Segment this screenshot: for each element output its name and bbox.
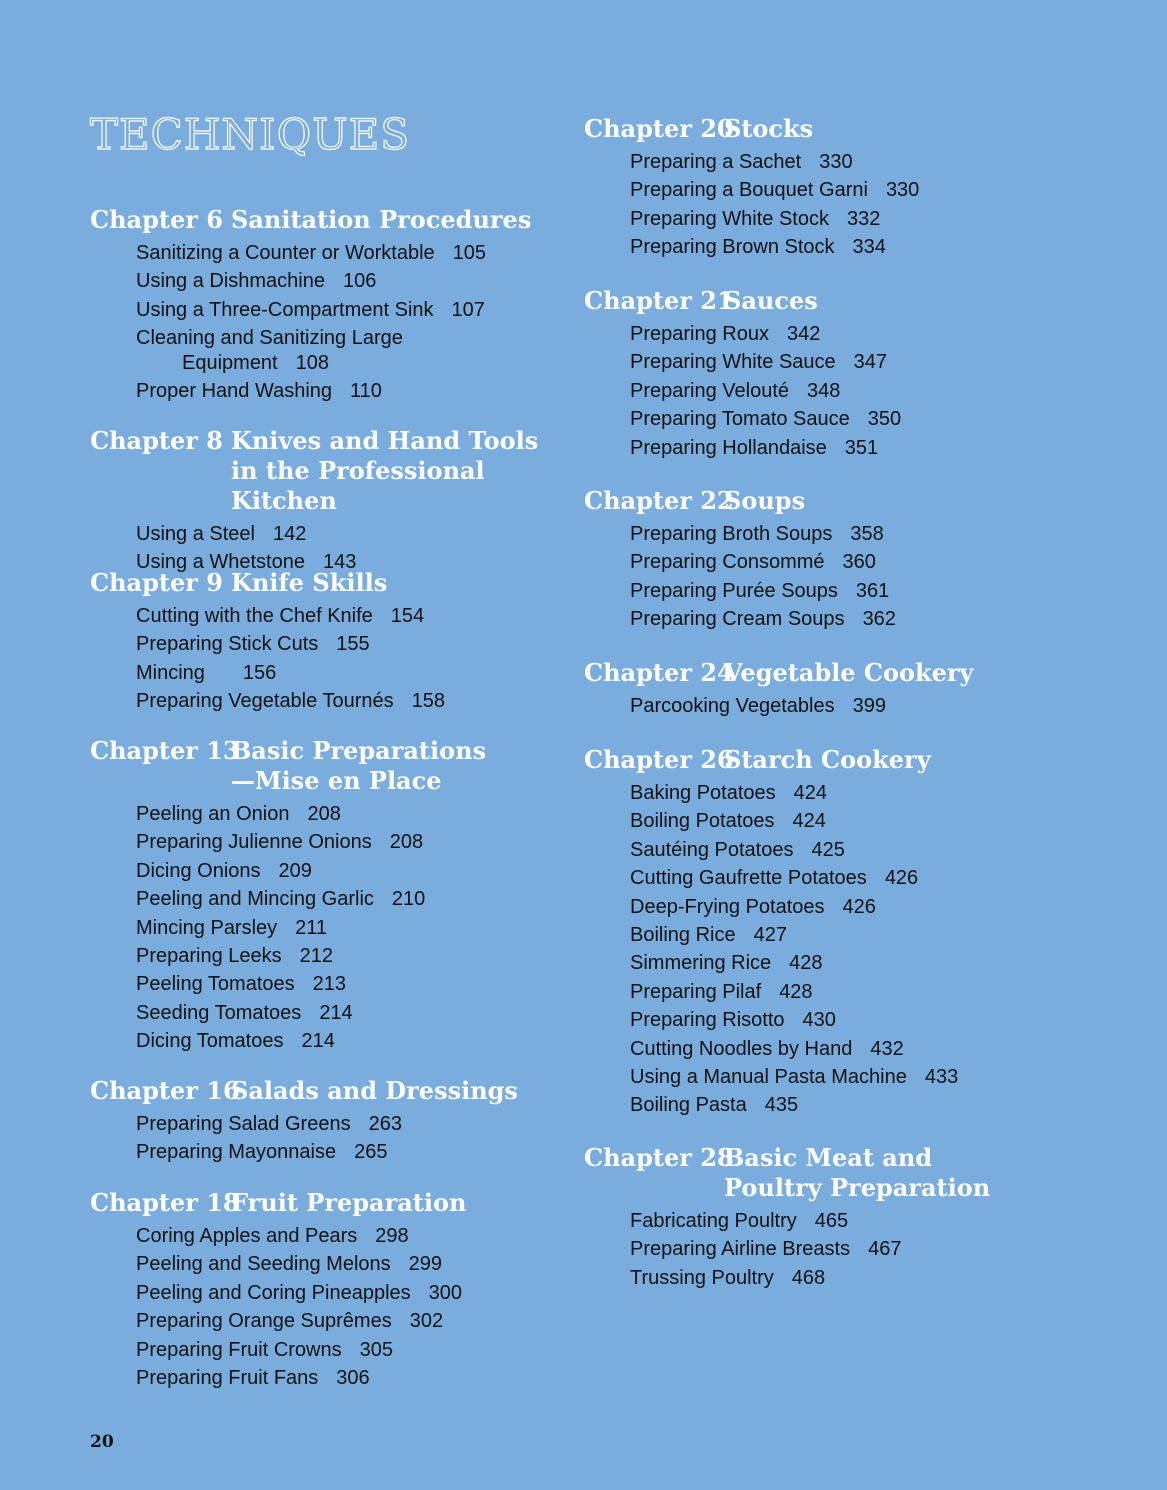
- technique-label: Peeling and Coring Pineapples: [136, 1281, 411, 1304]
- chapter-title: Knife Skills: [231, 568, 388, 597]
- chapter-18: [90, 1188, 560, 1392]
- page-ref: 350: [867, 408, 902, 431]
- page-ref: 156: [242, 661, 277, 684]
- technique-label: Fabricating Poultry: [630, 1210, 797, 1232]
- page-ref: 155: [336, 633, 370, 656]
- technique-item[interactable]: [630, 978, 1144, 1006]
- page-ref: 430: [802, 1009, 836, 1032]
- page-ref: 348: [807, 379, 841, 402]
- technique-item[interactable]: [630, 1006, 1144, 1034]
- chapter-title: Sauces: [724, 286, 818, 315]
- page-ref: 330: [885, 179, 920, 202]
- page-ref: 334: [852, 236, 886, 259]
- chapter-number: Chapter 28: [584, 1143, 734, 1172]
- technique-list: [630, 320, 1144, 462]
- page-ref: 399: [852, 695, 886, 717]
- chapter-heading: [584, 1143, 1144, 1203]
- page-ref: 361: [855, 579, 890, 602]
- technique-item[interactable]: [630, 605, 1144, 633]
- technique-label: Mincing: [136, 661, 205, 684]
- technique-item[interactable]: [136, 602, 560, 630]
- page-ref: 305: [359, 1338, 393, 1361]
- technique-item[interactable]: [136, 1279, 560, 1307]
- technique-item[interactable]: [136, 885, 560, 913]
- technique-label: Preparing Vegetable Tournés: [136, 690, 394, 713]
- chapter-22: [584, 486, 1144, 634]
- technique-item[interactable]: [630, 921, 1144, 949]
- technique-label: Using a Dishmachine: [136, 270, 325, 293]
- technique-label: Preparing Tomato Sauce: [630, 408, 850, 431]
- technique-item[interactable]: [630, 148, 1144, 176]
- page-ref: 306: [336, 1367, 370, 1390]
- page-ref: 358: [850, 523, 884, 545]
- technique-label: Preparing Mayonnaise: [136, 1141, 337, 1164]
- chapter-title: Starch Cookery: [724, 745, 931, 774]
- technique-item[interactable]: [136, 687, 560, 715]
- technique-list: [630, 779, 1144, 1120]
- technique-label: Dicing Onions: [136, 859, 261, 882]
- technique-item[interactable]: [630, 434, 1144, 462]
- page-ref: 212: [299, 945, 334, 968]
- page-ref: 302: [409, 1310, 444, 1333]
- technique-list: [630, 692, 1144, 720]
- page-ref: 468: [791, 1266, 826, 1289]
- chapter-title: Salads and Dressings: [231, 1076, 518, 1105]
- chapter-number: Chapter 6: [90, 205, 223, 234]
- technique-label: Baking Potatoes: [630, 782, 776, 804]
- technique-label: Trussing Poultry: [630, 1266, 774, 1289]
- technique-label: Parcooking Vegetables: [630, 695, 835, 717]
- technique-label: Peeling an Onion: [136, 803, 290, 825]
- chapter-title: Basic Preparations—Mise en Place: [231, 736, 487, 795]
- technique-item[interactable]: [630, 1035, 1144, 1063]
- chapter-number: Chapter 26: [584, 745, 734, 774]
- technique-item[interactable]: [630, 1091, 1144, 1119]
- technique-label: Boiling Potatoes: [630, 810, 775, 833]
- technique-item[interactable]: [136, 1110, 560, 1138]
- technique-label: Preparing Cream Soups: [630, 608, 845, 631]
- technique-item[interactable]: [630, 1235, 1144, 1263]
- chapter-number: Chapter 21: [584, 286, 734, 315]
- technique-item[interactable]: [630, 377, 1144, 405]
- chapter-number: Chapter 20: [584, 114, 734, 143]
- page-ref: 142: [272, 523, 307, 545]
- technique-label: Preparing Velouté: [630, 379, 790, 402]
- technique-item[interactable]: [630, 320, 1144, 348]
- chapter-20: [584, 114, 1144, 262]
- chapter-heading: [584, 486, 1144, 516]
- technique-label: Sanitizing a Counter or Worktable: [136, 242, 435, 264]
- chapter-9: [90, 568, 560, 716]
- technique-label: Preparing White Stock: [630, 207, 829, 230]
- technique-label: Preparing Purée Soups: [630, 579, 838, 602]
- page-ref: 351: [844, 436, 879, 459]
- technique-item[interactable]: [136, 377, 560, 405]
- technique-label: Preparing Consommé: [630, 551, 825, 574]
- page-ref: 465: [814, 1210, 849, 1232]
- page-ref: 424: [793, 782, 828, 804]
- technique-item[interactable]: [630, 233, 1144, 261]
- chapter-number: Chapter 18: [90, 1188, 240, 1217]
- technique-item[interactable]: [136, 857, 560, 885]
- chapter-28: [584, 1143, 1144, 1292]
- technique-item[interactable]: [630, 577, 1144, 605]
- page-ref: 106: [342, 270, 377, 293]
- technique-label: Using a Manual Pasta Machine: [630, 1066, 907, 1089]
- technique-list: [630, 1207, 1144, 1292]
- page-ref: 362: [862, 608, 896, 631]
- technique-label: Preparing Leeks: [136, 945, 282, 968]
- technique-item[interactable]: [136, 520, 560, 548]
- technique-label: Preparing Roux: [630, 323, 769, 345]
- technique-label: Cutting with the Chef Knife: [136, 605, 373, 627]
- technique-list: [136, 1222, 560, 1392]
- page-ref: 330: [819, 151, 853, 173]
- technique-label: Using a Whetstone: [136, 551, 305, 574]
- technique-item[interactable]: [136, 1222, 560, 1250]
- technique-label: Preparing Hollandaise: [630, 436, 827, 459]
- technique-item[interactable]: [136, 326, 472, 375]
- page-ref: 342: [786, 323, 821, 345]
- technique-list: [136, 800, 560, 1056]
- technique-list: [630, 148, 1144, 262]
- technique-item[interactable]: [630, 1207, 1144, 1235]
- page-ref: 347: [853, 351, 888, 374]
- technique-label: Proper Hand Washing: [136, 380, 333, 403]
- technique-label: Preparing Brown Stock: [630, 236, 835, 259]
- page-ref: 110: [350, 380, 382, 403]
- page-ref: 208: [307, 803, 341, 825]
- technique-label: Coring Apples and Pears: [136, 1225, 358, 1247]
- technique-label: Dicing Tomatoes: [136, 1030, 284, 1053]
- technique-item[interactable]: [136, 1364, 560, 1392]
- technique-item[interactable]: [630, 836, 1144, 864]
- technique-item[interactable]: [630, 864, 1144, 892]
- technique-label: Using a Three-Compartment Sink: [136, 298, 434, 321]
- chapter-title: Soups: [724, 486, 806, 515]
- page-ref: 214: [301, 1030, 335, 1053]
- technique-label: Sautéing Potatoes: [630, 838, 794, 861]
- technique-label: Preparing Julienne Onions: [136, 831, 372, 854]
- technique-item[interactable]: [136, 800, 560, 828]
- technique-item[interactable]: [136, 659, 560, 687]
- technique-item[interactable]: [136, 914, 560, 942]
- technique-list: [136, 1110, 560, 1167]
- technique-label: Preparing Salad Greens: [136, 1113, 351, 1135]
- technique-item[interactable]: [630, 1063, 1144, 1091]
- page-ref: 108: [295, 351, 329, 374]
- chapter-heading: [584, 114, 1144, 144]
- technique-label: Preparing Broth Soups: [630, 523, 833, 545]
- technique-item[interactable]: [630, 949, 1144, 977]
- technique-label: Deep-Frying Potatoes: [630, 895, 825, 918]
- chapter-heading: [90, 1076, 560, 1106]
- technique-label: Peeling and Seeding Melons: [136, 1253, 391, 1276]
- chapter-number: Chapter 16: [90, 1076, 240, 1105]
- technique-label: Cutting Noodles by Hand: [630, 1037, 853, 1060]
- technique-item[interactable]: [136, 1307, 560, 1335]
- technique-label: Preparing White Sauce: [630, 351, 836, 374]
- technique-label: Preparing Risotto: [630, 1009, 785, 1032]
- chapter-heading: [584, 658, 1144, 688]
- technique-item[interactable]: [630, 548, 1144, 576]
- technique-item[interactable]: [630, 807, 1144, 835]
- technique-label: Preparing Stick Cuts: [136, 633, 319, 656]
- technique-list: [630, 520, 1144, 634]
- chapter-title: Stocks: [724, 114, 814, 143]
- chapter-21: [584, 286, 1144, 462]
- page-ref: 424: [792, 810, 826, 833]
- page-ref: 105: [452, 242, 487, 264]
- chapter-16: [90, 1076, 560, 1167]
- page-ref: 332: [846, 207, 881, 230]
- technique-label: Preparing Fruit Crowns: [136, 1338, 342, 1361]
- page-ref: 426: [842, 895, 876, 918]
- chapter-heading: [90, 426, 560, 516]
- technique-list: [136, 602, 560, 716]
- page-ref: 426: [884, 867, 919, 890]
- page-ref: 428: [779, 980, 813, 1003]
- technique-item[interactable]: [136, 999, 560, 1027]
- page-ref: 213: [312, 973, 346, 996]
- chapter-26: [584, 745, 1144, 1120]
- page-ref: 211: [295, 916, 328, 939]
- page-ref: 425: [811, 838, 845, 861]
- page-ref: 435: [764, 1094, 799, 1117]
- technique-label: Cutting Gaufrette Potatoes: [630, 867, 867, 890]
- page-ref: 107: [451, 298, 485, 321]
- page-ref: 214: [319, 1001, 353, 1024]
- chapter-8: [90, 426, 560, 577]
- page-number: 20: [90, 1432, 114, 1452]
- technique-label: Mincing Parsley: [136, 916, 278, 939]
- technique-item[interactable]: [136, 1336, 560, 1364]
- technique-label: Boiling Pasta: [630, 1094, 747, 1117]
- technique-item[interactable]: [630, 692, 1144, 720]
- page-ref: 263: [368, 1113, 402, 1135]
- chapter-heading: [90, 205, 560, 235]
- chapter-heading: [584, 286, 1144, 316]
- chapter-title: Sanitation Procedures: [231, 205, 532, 234]
- page-ref: 427: [753, 924, 787, 947]
- page-ref: 158: [411, 690, 445, 713]
- chapter-heading: [90, 568, 560, 598]
- chapter-title: Fruit Preparation: [231, 1188, 467, 1217]
- chapter-heading: [90, 736, 560, 796]
- chapter-heading: [90, 1188, 560, 1218]
- technique-item[interactable]: [136, 1250, 560, 1278]
- page-ref: 209: [278, 859, 312, 882]
- chapter-number: Chapter 9: [90, 568, 223, 597]
- page-ref: 210: [391, 888, 426, 911]
- chapter-number: Chapter 22: [584, 486, 734, 515]
- chapter-number: Chapter 24: [584, 658, 734, 687]
- chapter-title: Basic Meat and Poultry Preparation: [724, 1143, 991, 1202]
- technique-item[interactable]: [136, 1027, 560, 1055]
- chapter-13: [90, 736, 560, 1056]
- technique-item[interactable]: [136, 942, 560, 970]
- page-ref: 428: [789, 952, 823, 975]
- chapter-title: Knives and Hand Tools in the Professional Kitchen: [231, 426, 539, 515]
- technique-label: Preparing a Bouquet Garni: [630, 179, 868, 202]
- technique-item[interactable]: [630, 1264, 1144, 1292]
- page-ref: 265: [354, 1141, 388, 1164]
- technique-item[interactable]: [630, 176, 1144, 204]
- chapter-number: Chapter 13: [90, 736, 240, 765]
- page-ref: 208: [389, 831, 424, 854]
- technique-label: Simmering Rice: [630, 952, 772, 975]
- chapter-24: [584, 658, 1144, 720]
- technique-item[interactable]: [630, 405, 1144, 433]
- chapter-number: Chapter 8: [90, 426, 223, 455]
- technique-label: Seeding Tomatoes: [136, 1001, 302, 1024]
- chapter-6: [90, 205, 560, 406]
- technique-item[interactable]: [136, 828, 560, 856]
- technique-label: Preparing Airline Breasts: [630, 1238, 851, 1261]
- technique-list: [136, 239, 560, 406]
- page-ref: 154: [390, 605, 425, 627]
- technique-label: Using a Steel: [136, 523, 255, 545]
- page-ref: 467: [868, 1238, 902, 1261]
- technique-item[interactable]: [630, 205, 1144, 233]
- technique-item[interactable]: [136, 1138, 560, 1166]
- chapter-title: Vegetable Cookery: [724, 658, 974, 687]
- page-title: TECHNIQUES: [90, 110, 411, 159]
- technique-item[interactable]: [136, 267, 560, 295]
- technique-label: Boiling Rice: [630, 924, 736, 947]
- technique-label: Preparing Pilaf: [630, 980, 762, 1003]
- page-ref: 433: [924, 1066, 959, 1089]
- technique-item[interactable]: [136, 970, 560, 998]
- technique-label: Preparing Orange Suprêmes: [136, 1310, 392, 1333]
- page-ref: 432: [870, 1037, 904, 1060]
- technique-item[interactable]: [630, 893, 1144, 921]
- technique-item[interactable]: [630, 779, 1144, 807]
- technique-item[interactable]: [136, 296, 560, 324]
- technique-label: Peeling Tomatoes: [136, 973, 295, 996]
- page-ref: 143: [322, 551, 357, 574]
- technique-label: Preparing a Sachet: [630, 151, 802, 173]
- technique-item[interactable]: [630, 348, 1144, 376]
- technique-item[interactable]: [136, 630, 560, 658]
- technique-label: Peeling and Mincing Garlic: [136, 888, 374, 911]
- technique-item[interactable]: [136, 239, 560, 267]
- technique-label: Cleaning and Sanitizing Large Equipment: [136, 327, 403, 374]
- technique-item[interactable]: [630, 520, 1144, 548]
- chapter-heading: [584, 745, 1144, 775]
- page-ref: 299: [408, 1253, 443, 1276]
- page-ref: 360: [842, 551, 876, 574]
- technique-label: Preparing Fruit Fans: [136, 1367, 319, 1390]
- page-ref: 298: [375, 1225, 409, 1247]
- page-ref: 300: [428, 1281, 463, 1304]
